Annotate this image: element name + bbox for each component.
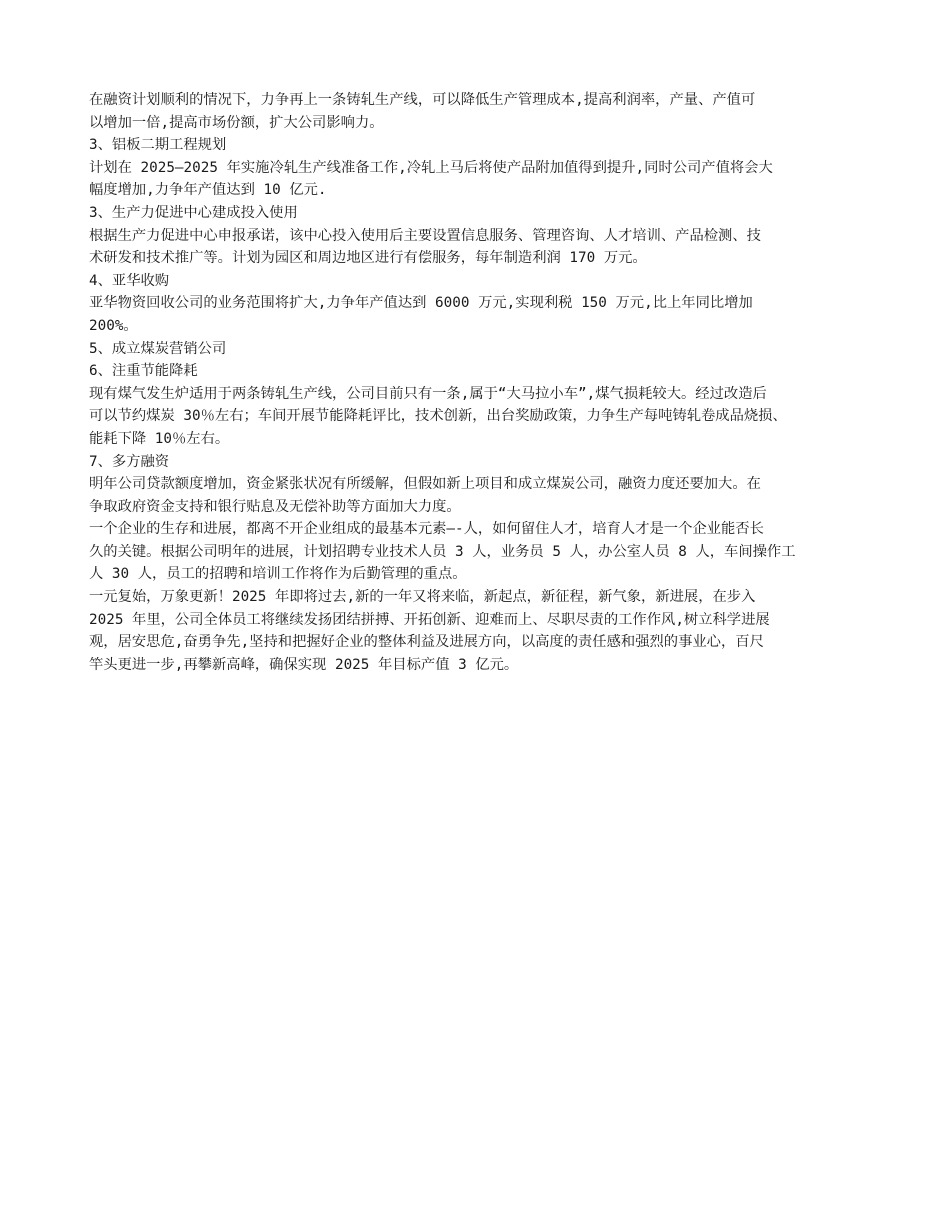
document-body xyxy=(89,89,879,676)
text-line: 3、生产力促进中心建成投入使用 xyxy=(89,204,298,221)
paragraph-financing-plan xyxy=(89,89,879,134)
text-line: 7、多方融资 xyxy=(89,453,170,470)
paragraph-talent xyxy=(89,518,879,586)
text-line: 根据生产力促进中心申报承诺，该中心投入使用后主要设置信息服务、管理咨询、人才培训、产品检测、技 xyxy=(89,227,761,244)
text-line: 在融资计划顺利的情况下，力争再上一条铸轧生产线，可以降低生产管理成本,提高利润率，产量、产值可 xyxy=(89,92,756,108)
text-line: 观，居安思危,奋勇争先,坚持和把握好企业的整体利益及进展方向，以高度的责任感和强烈的事业心，百尺 xyxy=(89,634,764,651)
text-line: 2025 年里，公司全体员工将继续发扬团结拼搏、开拓创新、迎难而上、尽职尽责的工作作风,树立科学进展 xyxy=(89,611,770,628)
text-line: 能耗下降 10％左右。 xyxy=(89,430,230,447)
text-line: 计划在 2025—2025 年实施冷轧生产线准备工作,冷轧上马后将使产品附加值得到提升,同时公司产值将会大 xyxy=(89,159,773,176)
text-line: 术研发和技术推广等。计划为园区和周边地区进行有偿服务，每年制造利润 170 万元。 xyxy=(89,250,647,267)
text-line: 人 30 人，员工的招聘和培训工作将作为后勤管理的重点。 xyxy=(89,566,467,583)
heading-productivity-center xyxy=(89,202,879,225)
text-line: 竿头更进一步,再攀新高峰，确保实现 2025 年目标产值 3 亿元。 xyxy=(89,656,519,673)
paragraph-multi-financing xyxy=(89,473,879,518)
paragraph-yahua-acquisition xyxy=(89,292,879,337)
text-line: 6、注重节能降耗 xyxy=(89,363,198,380)
text-line: 以增加一倍,提高市场份额，扩大公司影响力。 xyxy=(89,114,384,131)
text-line: 争取政府资金支持和银行贴息及无偿补助等方面加大力度。 xyxy=(89,498,461,515)
heading-aluminum-phase-two xyxy=(89,134,879,157)
heading-coal-marketing-company xyxy=(89,338,879,361)
paragraph-cold-rolling-plan xyxy=(89,157,879,202)
text-line: 可以节约煤炭 30％左右；车间开展节能降耗评比，技术创新，出台奖励政策，力争生产每吨铸轧卷成品烧损、 xyxy=(89,408,787,425)
paragraph-productivity-center xyxy=(89,225,879,270)
text-line: 现有煤气发生炉适用于两条铸轧生产线，公司目前只有一条,属于“大马拉小车”,煤气损耗较大。经过改造后 xyxy=(89,385,767,402)
heading-multi-financing xyxy=(89,451,879,474)
heading-energy-saving xyxy=(89,360,879,383)
text-line: 3、铝板二期工程规划 xyxy=(89,137,227,154)
text-line: 明年公司贷款额度增加，资金紧张状况有所缓解，但假如新上项目和成立煤炭公司，融资力度还要加大。在 xyxy=(89,476,761,493)
text-line: 一个企业的生存和进展，都离不开企业组成的最基本元素—-人，如何留住人才，培育人才是一个企业能否长 xyxy=(89,521,764,538)
text-line: 200%。 xyxy=(89,317,138,334)
text-line: 一元复始，万象更新！2025 年即将过去,新的一年又将来临，新起点，新征程，新气象，新进展，在步入 xyxy=(89,589,756,606)
paragraph-energy-saving xyxy=(89,383,879,451)
text-line: 5、成立煤炭营销公司 xyxy=(89,340,227,357)
heading-yahua-acquisition xyxy=(89,270,879,293)
text-line: 亚华物资回收公司的业务范围将扩大,力争年产值达到 6000 万元,实现利税 150 万元,比上年同比增加 xyxy=(89,295,753,312)
text-line: 4、亚华收购 xyxy=(89,272,170,289)
text-line: 幅度增加,力争年产值达到 10 亿元. xyxy=(89,182,327,199)
paragraph-closing xyxy=(89,586,879,676)
text-line: 久的关键。根据公司明年的进展，计划招聘专业技术人员 3 人，业务员 5 人，办公室人员 8 人，车间操作工 xyxy=(89,543,796,560)
